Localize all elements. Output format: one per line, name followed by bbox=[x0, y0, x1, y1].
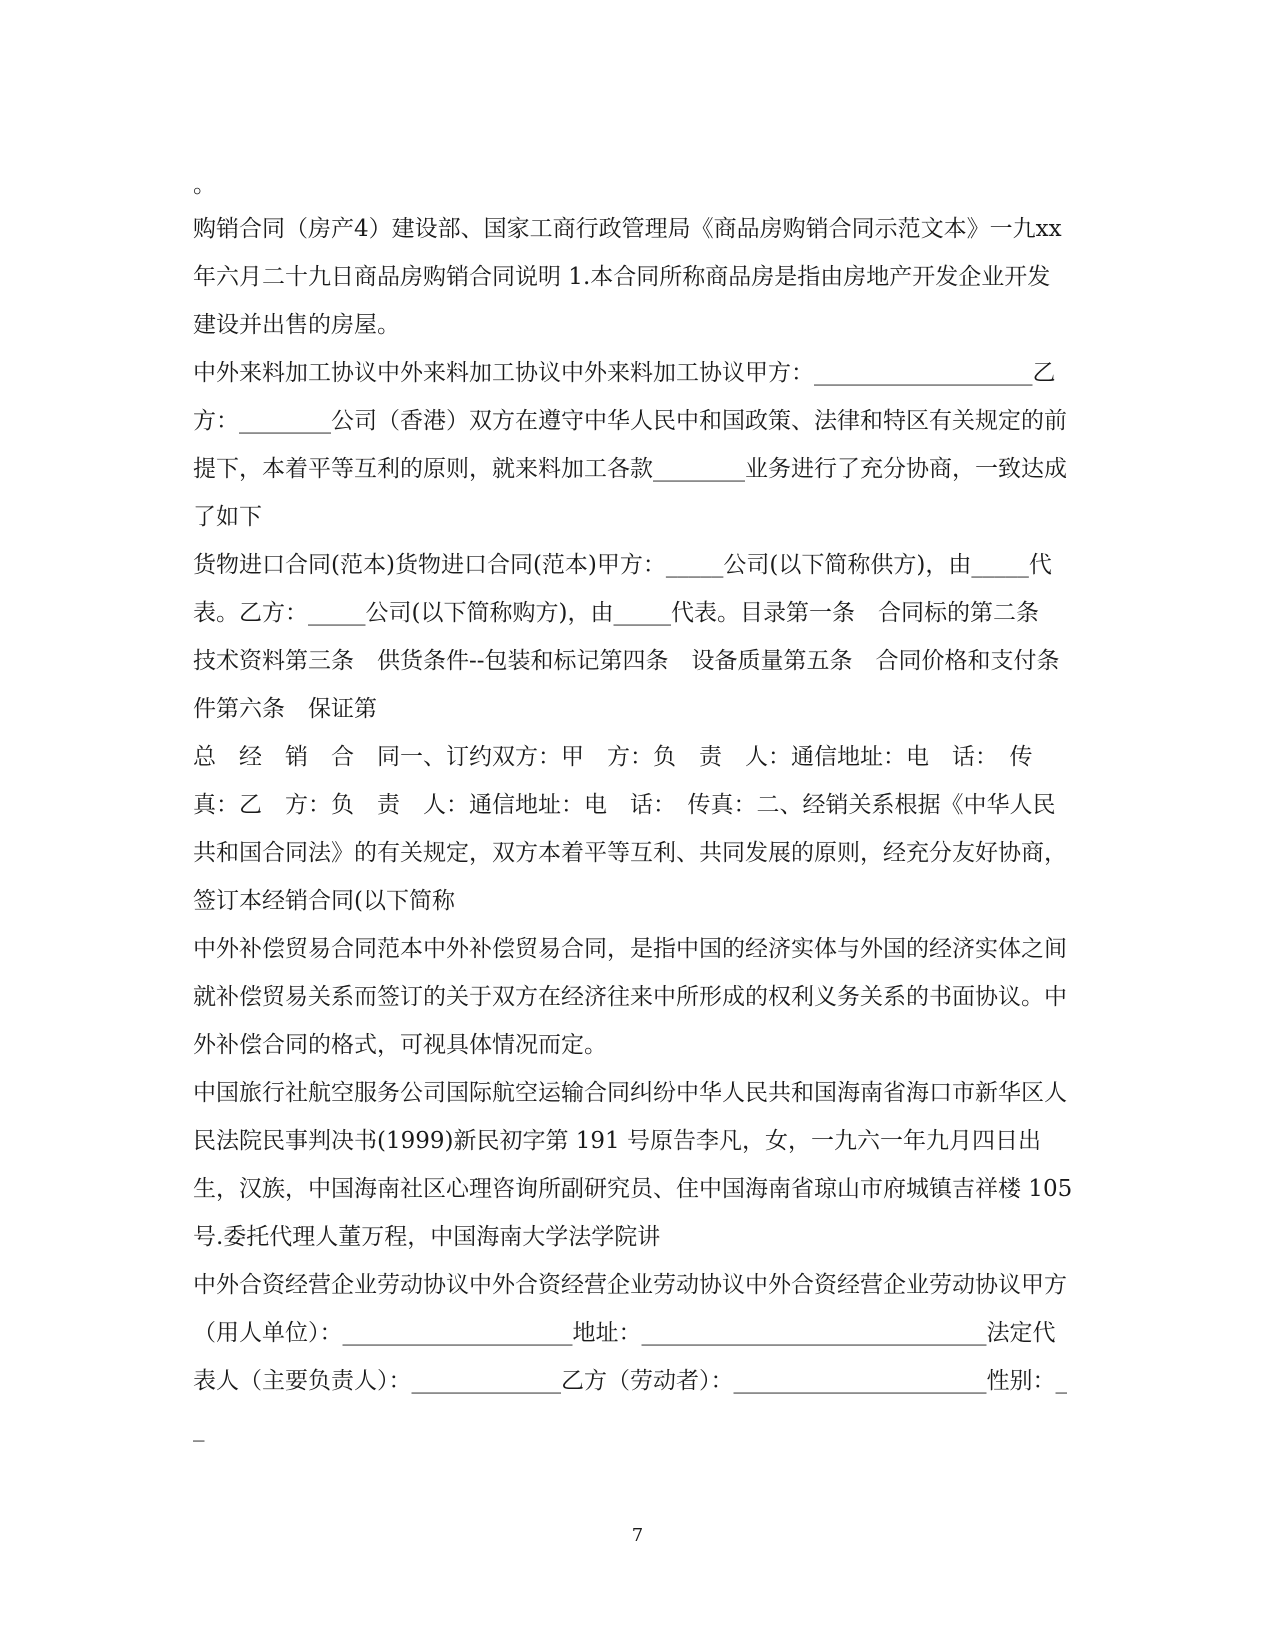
document-body bbox=[193, 165, 1080, 1453]
paragraph-compensation-trade: 中外补偿贸易合同范本中外补偿贸易合同，是指中国的经济实体与外国的经济实体之间就补偿贸易关系而签订的关于双方在经济往来中所形成的权利义务关系的书面协议。中外补偿合同的格式，可视具体情况而定。 bbox=[193, 936, 1067, 1058]
paragraph-import-contract: 货物进口合同(范本)货物进口合同(范本)甲方：_____公司(以下简称供方)，由_____代表。乙方：_____公司(以下简称购方)，由_____代表。目录第一条 合同标的第二条 技术资料第三条 供货条件--包装和标记第四条 设备质量第五条 合同价格和支付条件第六条 保证第 bbox=[193, 552, 1062, 722]
paragraph-house-sales-contract: 购销合同（房产4）建设部、国家工商行政管理局《商品房购销合同示范文本》一九xx年六月二十九日商品房购销合同说明 1.本合同所称商品房是指由房地产开发企业开发建设并出售的房屋。 bbox=[193, 216, 1062, 338]
paragraph-labor-agreement: 中外合资经营企业劳动协议中外合资经营企业劳动协议中外合资经营企业劳动协议甲方（用人单位）：____________________地址：______________________________法定代表人（主要负责人）：_____________乙方（劳动者）：______________________性别：__ bbox=[193, 1272, 1067, 1442]
paragraph-distribution-contract: 总 经 销 合 同一、订约双方：甲 方：负 责 人：通信地址：电 话： 传真：乙 方：负 责 人：通信地址：电 话： 传真：二、经销关系根据《中华人民共和国合同法》的有关规定，双方本着平等互利、共同发展的原则，经充分友好协商，签订本经销合同(以下简称 bbox=[193, 744, 1067, 914]
paragraph-court-judgment: 中国旅行社航空服务公司国际航空运输合同纠纷中华人民共和国海南省海口市新华区人民法院民事判决书(1999)新民初字第 191 号原告李凡，女，一九六一年九月四日出生，汉族，中国海南社区心理咨询所副研究员、住中国海南省琼山市府城镇吉祥楼 105 号.委托代理人董万程，中国海南大学法学院讲 bbox=[193, 1080, 1080, 1250]
paragraph-leading-mark: 。 bbox=[193, 172, 216, 198]
page-number: 7 bbox=[631, 1525, 644, 1546]
paragraph-processing-agreement: 中外来料加工协议中外来料加工协议中外来料加工协议甲方：___________________乙方：________公司（香港）双方在遵守中华人民中和国政策、法律和特区有关规定的前提下，本着平等互利的原则，就来料加工各款________业务进行了充分协商，一致达成了如下 bbox=[193, 360, 1067, 530]
